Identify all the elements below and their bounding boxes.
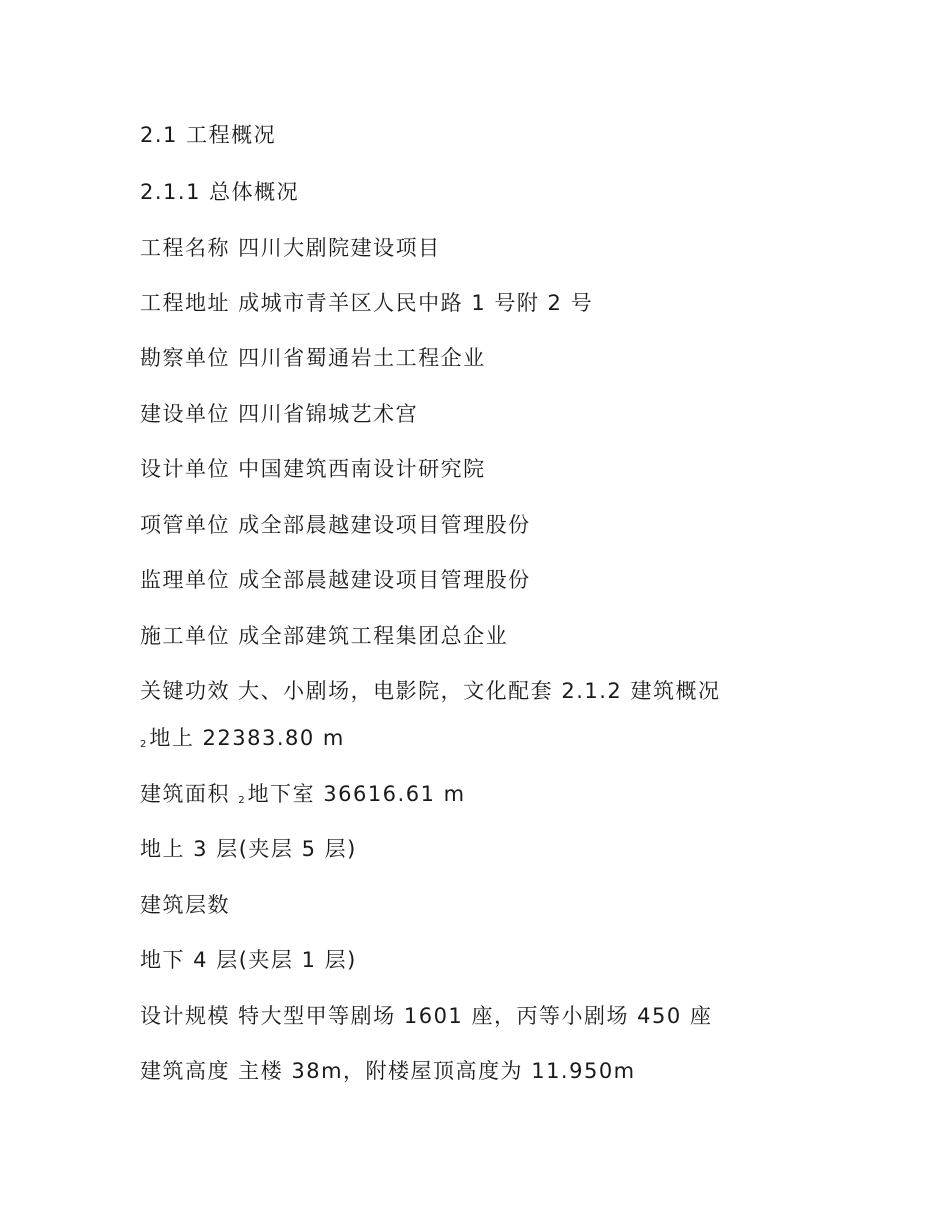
building-area-label: 建筑面积 bbox=[140, 782, 230, 806]
project-management-line: 项管单位 成全部晨越建设项目管理股份 bbox=[140, 513, 531, 537]
subsection-heading: 2.1.1 总体概况 bbox=[140, 180, 300, 204]
area-below-text: 地下室 36616.61 m bbox=[247, 782, 466, 806]
survey-unit-line: 勘察单位 四川省蜀通岩土工程企业 bbox=[140, 346, 486, 370]
design-scale-line: 设计规模 特大型甲等剧场 1601 座，丙等小剧场 450 座 bbox=[140, 1004, 713, 1028]
area-above-text: 地上 22383.80 m bbox=[149, 726, 345, 750]
floors-label-line: 建筑层数 bbox=[140, 893, 230, 917]
project-name-line: 工程名称 四川大剧院建设项目 bbox=[140, 236, 441, 260]
project-address-line: 工程地址 成城市青羊区人民中路 1 号附 2 号 bbox=[140, 291, 594, 315]
supervision-unit-line: 监理单位 成全部晨越建设项目管理股份 bbox=[140, 568, 531, 592]
key-function-line: 关键功效 大、小剧场，电影院，文化配套 2.1.2 建筑概况 bbox=[140, 679, 721, 703]
section-heading: 2.1 工程概况 bbox=[140, 123, 277, 147]
area-above-line bbox=[140, 723, 345, 760]
area-below-superscript: 2 bbox=[238, 795, 245, 806]
design-unit-line: 设计单位 中国建筑西南设计研究院 bbox=[140, 457, 486, 481]
area-above-superscript: 2 bbox=[140, 739, 147, 750]
construction-unit-line: 施工单位 成全部建筑工程集团总企业 bbox=[140, 624, 509, 648]
floors-above-line: 地上 3 层(夹层 5 层) bbox=[140, 837, 357, 861]
building-area-line bbox=[140, 779, 466, 816]
building-height-line: 建筑高度 主楼 38m，附楼屋顶高度为 11.950m bbox=[140, 1059, 636, 1083]
floors-below-line: 地下 4 层(夹层 1 层) bbox=[140, 948, 357, 972]
construction-owner-line: 建设单位 四川省锦城艺术宫 bbox=[140, 402, 419, 426]
